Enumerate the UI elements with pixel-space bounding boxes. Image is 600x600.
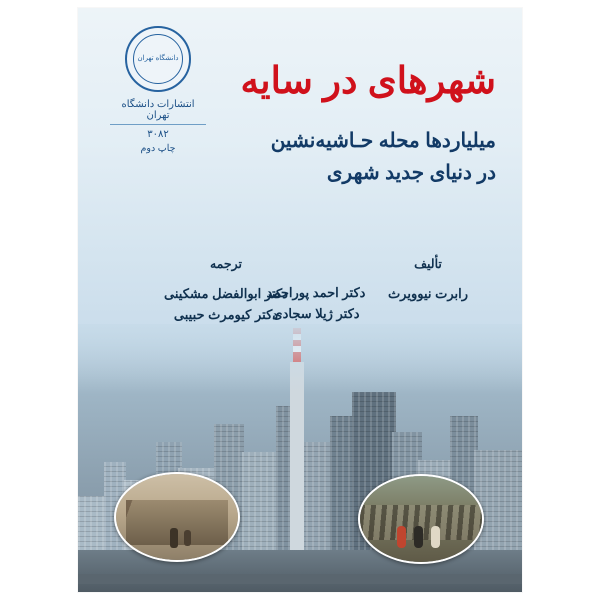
author-label: تألیف	[414, 257, 442, 271]
translator-name-2: دکتر کیومرث حبیبی	[173, 307, 279, 323]
atmospheric-haze	[78, 324, 522, 394]
page-left-margin	[0, 0, 78, 600]
page-right-margin	[522, 0, 600, 600]
book-cover	[78, 8, 522, 592]
contributors-column	[241, 256, 391, 325]
book-subtitle-line-2: در دنیای جدید شهری	[326, 161, 496, 184]
book-subtitle	[166, 125, 496, 189]
seal-label: دانشگاه تهران	[137, 55, 179, 63]
publisher-name: انتشارات دانشگاه تهران	[110, 99, 206, 125]
contributor-name-2: دکتر ژیلا سجادی	[272, 306, 360, 322]
title-block	[166, 60, 496, 189]
city-road	[78, 574, 522, 584]
inset-photo-left	[114, 472, 240, 562]
author-name: رابرت نیوویرث	[387, 286, 469, 301]
translator-name-1: دکتر ابوالفضل مشکینی	[164, 286, 288, 301]
publisher-series-number: ٣٠٨٢	[147, 129, 169, 140]
slum-settlement-photo	[116, 474, 238, 560]
book-main-title: شهرهای در سایه	[240, 60, 496, 101]
informal-settlement-people-photo	[360, 476, 482, 562]
book-subtitle-line-1: میلیاردها محله حـاشیه‌نشین	[270, 129, 496, 152]
translators-label: ترجمه	[209, 257, 243, 271]
edition-label: چاپ دوم	[140, 143, 176, 154]
inset-photo-right	[358, 474, 484, 564]
city-skyline-photo	[78, 324, 522, 592]
contributor-name-1: دکتر احمد پوراحمد	[266, 285, 366, 300]
